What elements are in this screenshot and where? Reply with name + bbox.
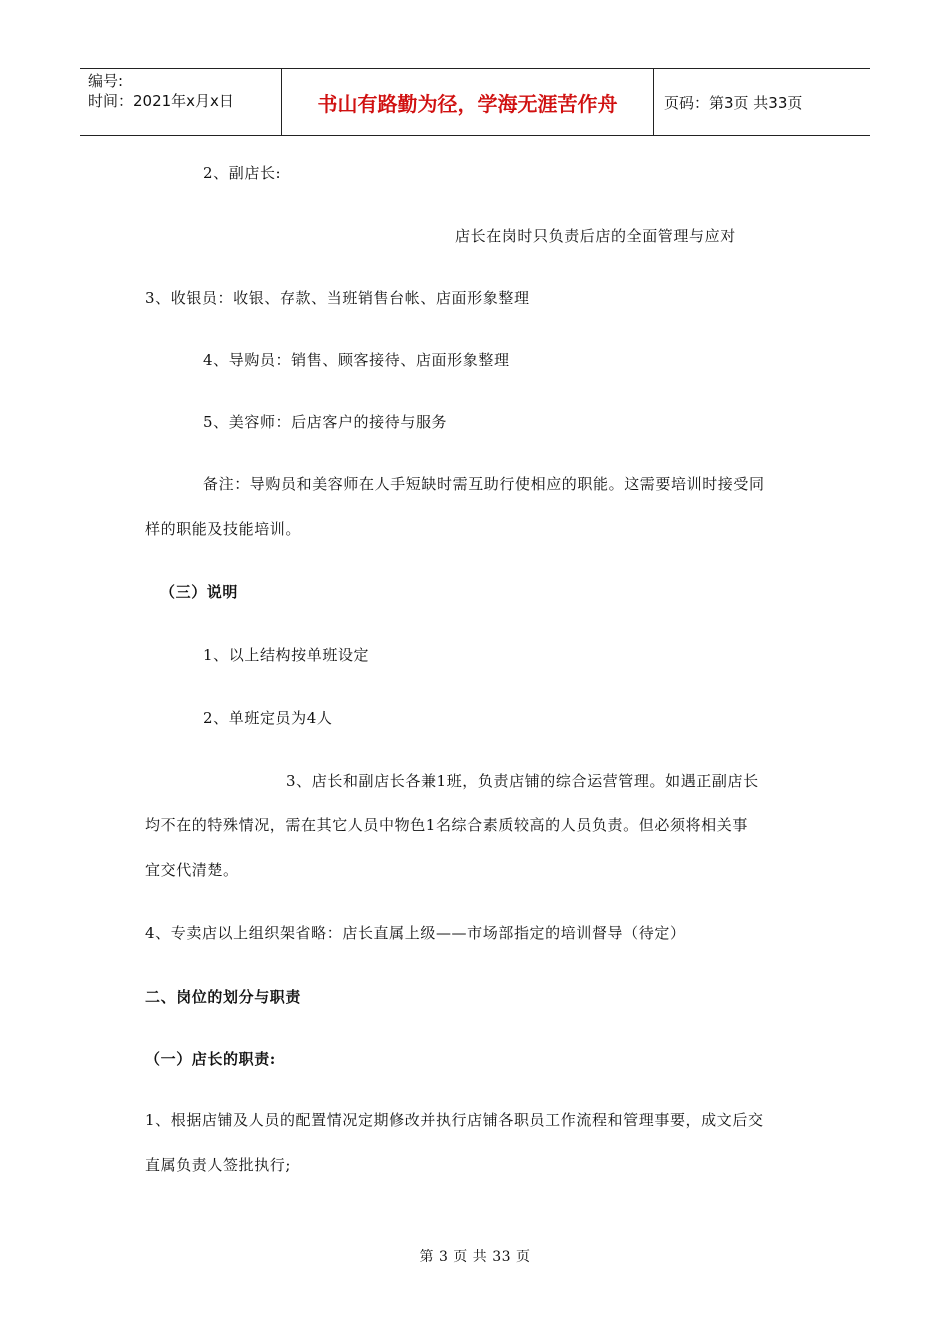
paragraph: 1、根据店铺及人员的配置情况定期修改并执行店铺各职员工作流程和管理事要，成文后交 <box>145 1111 764 1129</box>
paragraph: 样的职能及技能培训。 <box>145 520 302 538</box>
header-info-cell <box>80 69 282 135</box>
header-motto: 书山有路勤为径，学海无涯苦作舟 <box>282 69 654 135</box>
page-header <box>80 68 870 136</box>
section-heading: 二、岗位的划分与职责 <box>145 988 302 1006</box>
paragraph: 4、导购员：销售、顾客接待、店面形象整理 <box>203 351 510 369</box>
paragraph: 3、收银员：收银、存款、当班销售台帐、店面形象整理 <box>145 289 530 307</box>
document-number-label: 编号: <box>88 72 124 90</box>
paragraph: 3、店长和副店长各兼1班，负责店铺的综合运营管理。如遇正副店长 <box>286 772 759 790</box>
document-time-label: 时间：2021年x月x日 <box>88 92 234 110</box>
paragraph: 直属负责人签批执行; <box>145 1156 292 1174</box>
page-footer: 第 3 页 共 33 页 <box>419 1249 531 1265</box>
paragraph: 宜交代清楚。 <box>145 861 239 879</box>
header-page-info: 页码：第3页 共33页 <box>664 93 803 112</box>
paragraph: 5、美容师：后店客户的接待与服务 <box>203 413 448 431</box>
paragraph: 店长在岗时只负责后店的全面管理与应对 <box>455 227 736 245</box>
paragraph: 均不在的特殊情况，需在其它人员中物色1名综合素质较高的人员负责。但必须将相关事 <box>145 816 748 834</box>
section-heading: （三）说明 <box>160 583 239 601</box>
paragraph: 2、单班定员为4人 <box>203 709 333 727</box>
section-heading: （一）店长的职责: <box>145 1050 276 1068</box>
paragraph: 备注：导购员和美容师在人手短缺时需互助行使相应的职能。这需要培训时接受同 <box>203 475 765 493</box>
paragraph: 2、副店长: <box>203 164 282 182</box>
paragraph: 1、以上结构按单班设定 <box>203 646 370 664</box>
paragraph: 4、专卖店以上组织架省略：店长直属上级——市场部指定的培训督导（待定） <box>145 924 686 942</box>
